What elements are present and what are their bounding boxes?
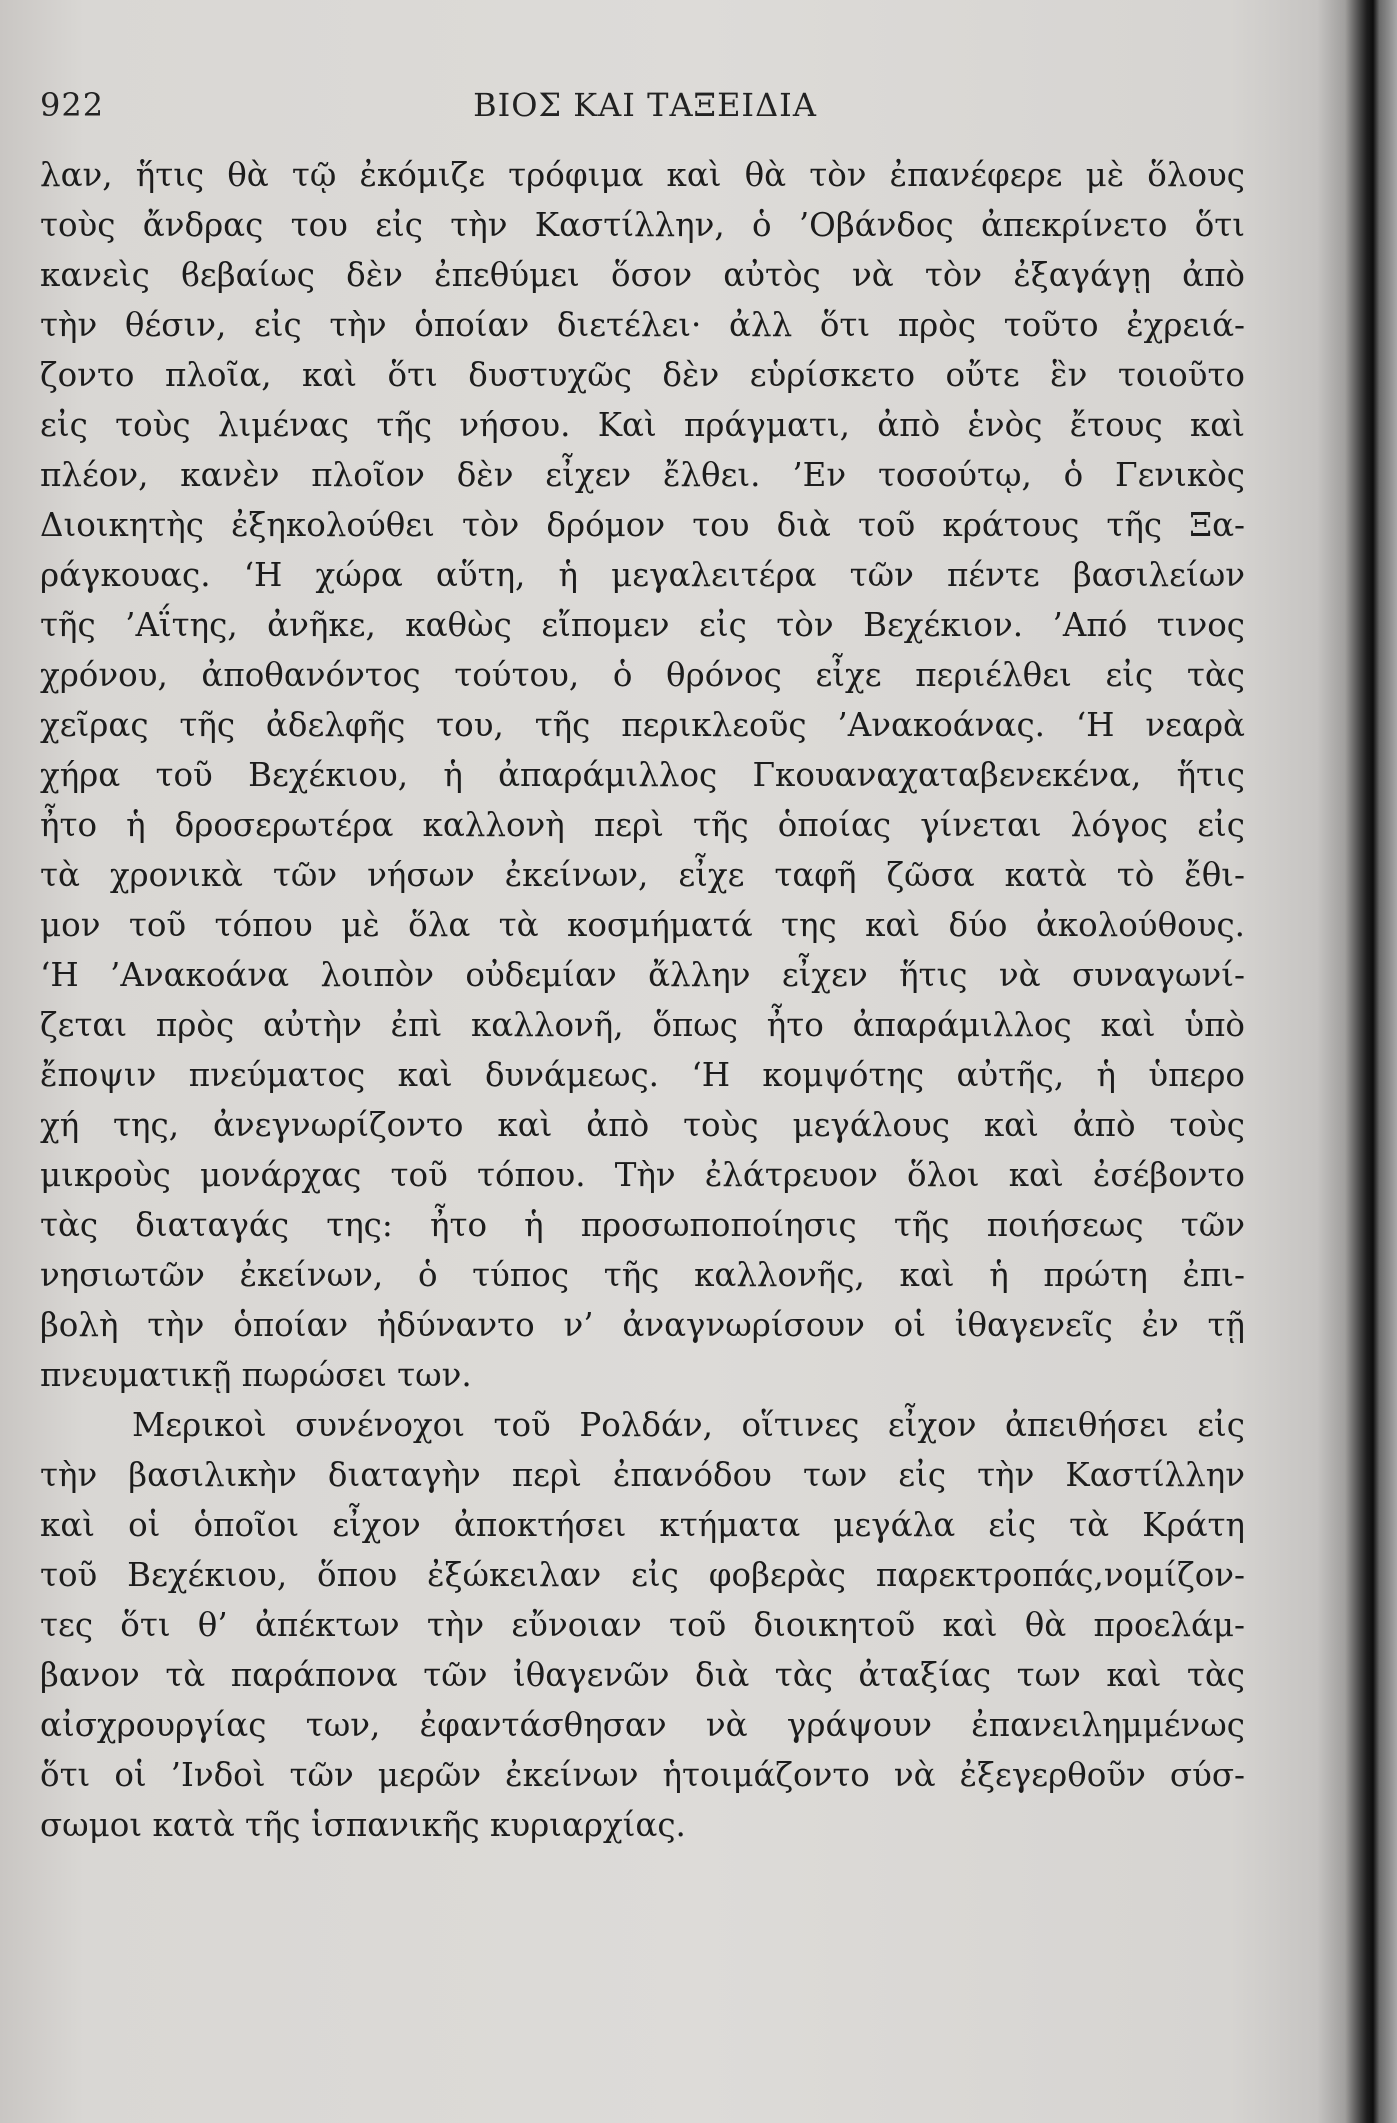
- text-line: τοὺς ἄνδρας του εἰς τὴν Καστίλλην, ὁ ’Οβάνδος ἀπεκρίνετο ὅτι: [40, 206, 1245, 244]
- text-line: ζοντο πλοῖα, καὶ ὅτι δυστυχῶς δὲν εὑρίσκετο οὔτε ἓν τοιοῦτο: [40, 356, 1245, 394]
- text-line: εἰς τοὺς λιμένας τῆς νήσου. Καὶ πράγματι, ἀπὸ ἑνὸς ἔτους καὶ: [40, 406, 1245, 444]
- text-line: βανον τὰ παράπονα τῶν ἰθαγενῶν διὰ τὰς ἀταξίας των καὶ τὰς: [40, 1656, 1245, 1694]
- text-line: τοῦ Βεχέκιου, ὅπου ἐξώκειλαν εἰς φοβερὰς παρεκτροπάς,νομίζον-: [40, 1556, 1245, 1594]
- text-line: τῆς ’Αΐτης, ἀνῆκε, καθὼς εἴπομεν εἰς τὸν Βεχέκιον. ’Από τινος: [40, 606, 1245, 644]
- text-line: μον τοῦ τόπου μὲ ὅλα τὰ κοσμήματά της καὶ δύο ἀκολούθους.: [40, 906, 1245, 944]
- text-line: καὶ οἱ ὁποῖοι εἶχον ἀποκτήσει κτήματα μεγάλα εἰς τὰ Κράτη: [40, 1506, 1245, 1544]
- running-head: ΒΙΟΣ ΚΑΙ ΤΑΞΕΙΔΙΑ: [473, 86, 817, 124]
- text-line: πλέον, κανὲν πλοῖον δὲν εἶχεν ἔλθει. ’Εν τοσούτῳ, ὁ Γενικὸς: [40, 456, 1245, 494]
- text-line: νησιωτῶν ἐκείνων, ὁ τύπος τῆς καλλονῆς, καὶ ἡ πρώτη ἐπι-: [40, 1256, 1245, 1294]
- text-line: ὅτι οἱ ’Ινδοὶ τῶν μερῶν ἐκείνων ἡτοιμάζοντο νὰ ἐξεγερθοῦν σύσ-: [40, 1756, 1245, 1794]
- text-line: ράγκουας. ‘Η χώρα αὕτη, ἡ μεγαλειτέρα τῶν πέντε βασιλείων: [40, 556, 1245, 594]
- text-line: χή της, ἀνεγνωρίζοντο καὶ ἀπὸ τοὺς μεγάλους καὶ ἀπὸ τοὺς: [40, 1106, 1245, 1144]
- text-line: χήρα τοῦ Βεχέκιου, ἡ ἀπαράμιλλος Γκουαναχαταβενεκένα, ἥτις: [40, 756, 1245, 794]
- text-line: χεῖρας τῆς ἀδελφῆς του, τῆς περικλεοῦς ’Ανακοάνας. ‘Η νεαρὰ: [40, 706, 1245, 744]
- text-line: τὰ χρονικὰ τῶν νήσων ἐκείνων, εἶχε ταφῆ ζῶσα κατὰ τὸ ἔθι-: [40, 856, 1245, 894]
- text-line: χρόνου, ἀποθανόντος τούτου, ὁ θρόνος εἶχε περιέλθει εἰς τὰς: [40, 656, 1245, 694]
- text-line: μικροὺς μονάρχας τοῦ τόπου. Τὴν ἐλάτρευον ὅλοι καὶ ἐσέβοντο: [40, 1156, 1245, 1194]
- text-line: αἰσχρουργίας των, ἐφαντάσθησαν νὰ γράψουν ἐπανειλημμένως: [40, 1706, 1245, 1744]
- body-text: [40, 150, 1245, 1850]
- text-line: ‘Η ’Ανακοάνα λοιπὸν οὐδεμίαν ἄλλην εἶχεν ἥτις νὰ συναγωνί-: [40, 956, 1245, 994]
- text-line: τες ὅτι θ’ ἀπέκτων τὴν εὔνοιαν τοῦ διοικητοῦ καὶ θὰ προελάμ-: [40, 1606, 1245, 1644]
- text-line: βολὴ τὴν ὁποίαν ἠδύναντο ν’ ἀναγνωρίσουν οἱ ἰθαγενεῖς ἐν τῇ: [40, 1306, 1245, 1344]
- page-edge-shadow: [1317, 0, 1397, 2123]
- paragraph: [40, 150, 1245, 1400]
- text-line: Μερικοὶ συνένοχοι τοῦ Ρολδάν, οἵτινες εἶχον ἀπειθήσει εἰς: [132, 1406, 1245, 1444]
- text-line: τὰς διαταγάς της: ἦτο ἡ προσωποποίησις τῆς ποιήσεως τῶν: [40, 1206, 1245, 1244]
- text-line: ζεται πρὸς αὐτὴν ἐπὶ καλλονῆ, ὅπως ἦτο ἀπαράμιλλος καὶ ὑπὸ: [40, 1006, 1245, 1044]
- text-line: λαν, ἥτις θὰ τῷ ἐκόμιζε τρόφιμα καὶ θὰ τὸν ἐπανέφερε μὲ ὅλους: [40, 156, 1245, 194]
- text-line: σωμοι κατὰ τῆς ἱσπανικῆς κυριαρχίας.: [40, 1806, 686, 1844]
- paragraph: [40, 1400, 1245, 1850]
- text-line: τὴν θέσιν, εἰς τὴν ὁποίαν διετέλει· ἀλλ ὅτι πρὸς τοῦτο ἐχρειά-: [40, 306, 1245, 344]
- text-line: κανεὶς ϐεβαίως δὲν ἐπεθύμει ὅσον αὐτὸς νὰ τὸν ἐξαγάγῃ ἀπὸ: [40, 256, 1245, 294]
- text-line: πνευματικῇ πωρώσει των.: [40, 1356, 472, 1394]
- page-number: 922: [40, 86, 105, 124]
- text-line: Διοικητὴς ἐξηκολούθει τὸν δρόμον του διὰ τοῦ κράτους τῆς Ξα-: [40, 506, 1245, 544]
- text-line: τὴν βασιλικὴν διαταγὴν περὶ ἐπανόδου των εἰς τὴν Καστίλλην: [40, 1456, 1245, 1494]
- text-line: ἔποψιν πνεύματος καὶ δυνάμεως. ‘Η κομψότης αὐτῆς, ἡ ὑπερο: [40, 1056, 1245, 1094]
- page-header: [40, 82, 1250, 142]
- text-line: ἦτο ἡ δροσερωτέρα καλλονὴ περὶ τῆς ὁποίας γίνεται λόγος εἰς: [40, 806, 1245, 844]
